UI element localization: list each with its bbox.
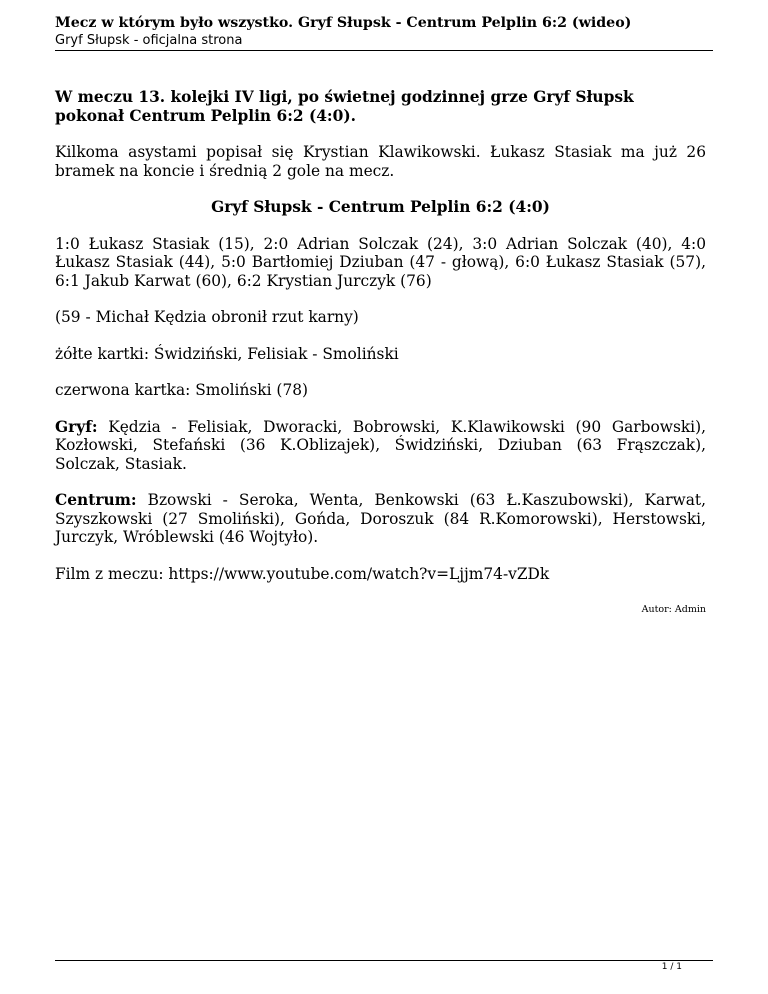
centrum-label: Centrum:	[55, 491, 137, 509]
page-title: Mecz w którym było wszystko. Gryf Słupsk - Centrum Pelplin 6:2 (wideo)	[55, 15, 632, 31]
gryf-lineup-text: Kędzia - Felisiak, Dworacki, Bobrowski, K.Klawikowski (90 Garbowski), Kozłowski, Stefański (36 K.Oblizajek), Świdziński, Dziuban (63 Frąszczak), Solczak, Stasiak.	[55, 417, 706, 473]
centrum-lineup	[55, 491, 706, 547]
article-body	[55, 88, 706, 638]
film-link: Film z meczu: https://www.youtube.com/watch?v=Ljjm74-vZDk	[55, 564, 550, 583]
centrum-lineup-text: Bzowski - Seroka, Wenta, Benkowski (63 Ł.Kaszubowski), Karwat, Szyszkowski (27 Smoliński), Gońda, Doroszuk (84 R.Komorowski), Herstowski, Jurczyk, Wróblewski (46 Wojtyło).	[55, 491, 706, 546]
footer-divider	[55, 960, 713, 961]
gryf-label: Gryf:	[55, 417, 98, 436]
yellow-cards: żółte kartki: Świdziński, Felisiak - Smoliński	[55, 344, 399, 363]
score-heading: Gryf Słupsk - Centrum Pelplin 6:2 (4:0)	[211, 198, 550, 216]
goals-list: 1:0 Łukasz Stasiak (15), 2:0 Adrian Solczak (24), 3:0 Adrian Solczak (40), 4:0 Łukasz Stasiak (44), 5:0 Bartłomiej Dziuban (47 - głową), 6:0 Łukasz Stasiak (57), 6:1 Jakub Karwat (60), 6:2 Krystian Jurczyk (76)	[55, 234, 706, 290]
page-header	[55, 14, 713, 49]
red-card: czerwona kartka: Smoliński (78)	[55, 381, 309, 399]
gryf-lineup	[55, 418, 706, 474]
header-divider	[55, 50, 713, 51]
page-number: 1 / 1	[661, 962, 682, 972]
article-intro: Kilkoma asystami popisał się Krystian Klawikowski. Łukasz Stasiak ma już 26 bramek na koncie i średnią 2 gole na mecz.	[55, 143, 706, 180]
penalty-note: (59 - Michał Kędzia obronił rzut karny)	[55, 308, 359, 326]
author: Autor: Admin	[641, 604, 706, 615]
article-lead: W meczu 13. kolejki IV ligi, po świetnej godzinnej grze Gryf Słupsk pokonał Centrum Pelplin 6:2 (4:0).	[55, 88, 634, 125]
site-name: Gryf Słupsk - oficjalna strona	[55, 33, 243, 48]
